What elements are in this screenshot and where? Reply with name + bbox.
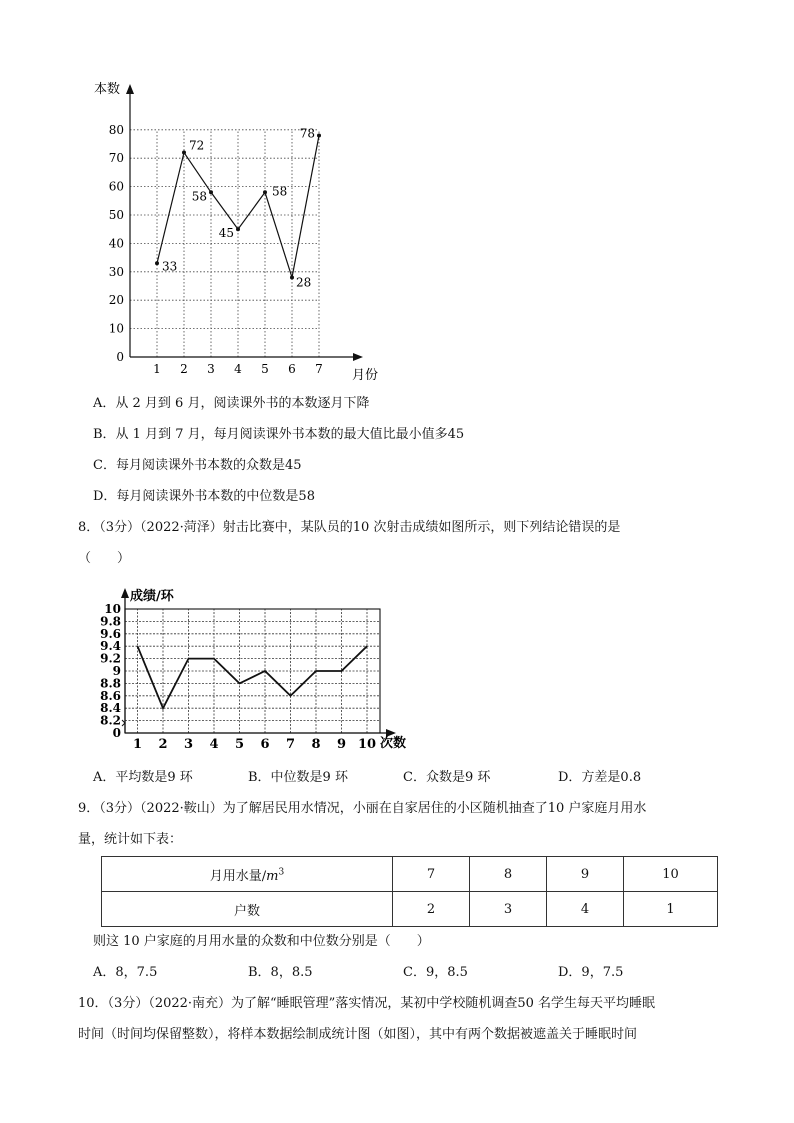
- table-cell: 2: [393, 892, 470, 927]
- table-cell: 10: [624, 857, 718, 892]
- y-tick-label: 9.2: [100, 651, 121, 666]
- chart2-y-tick-labels: [100, 602, 121, 740]
- chart1-x-axis-title: 月份: [352, 368, 379, 383]
- q8-answer-paren: （ ）: [78, 551, 131, 566]
- data-point: [290, 275, 294, 279]
- x-axis-arrow: [353, 353, 363, 361]
- chart2-series: [138, 646, 368, 708]
- y-tick-label: 9.6: [100, 626, 121, 641]
- chart1-y-tick-labels: [109, 123, 124, 364]
- row-header-households: 户数: [102, 892, 393, 927]
- data-label: 78: [299, 126, 315, 141]
- data-label: 58: [191, 189, 207, 204]
- table-cell: 3: [470, 892, 547, 927]
- q9-option-b: B．8，8.5: [248, 965, 313, 980]
- q7-option-b: B．从 1 月到 7 月，每月阅读课外书本数的最大值比最小值多45: [93, 427, 465, 442]
- y-tick-label: 70: [108, 151, 124, 166]
- q8-option-d: D．方差是0.8: [558, 770, 642, 785]
- y-tick-label: 9: [112, 664, 121, 678]
- table-cell: 9: [547, 857, 624, 892]
- x-tick-label: 4: [234, 362, 242, 376]
- x-tick-label: 5: [234, 737, 245, 752]
- series-line: [138, 646, 368, 708]
- x-tick-label: 6: [288, 362, 296, 376]
- table-cell: 7: [393, 857, 470, 892]
- data-point: [182, 151, 186, 155]
- x-tick-label: 2: [180, 362, 188, 376]
- chart1-axes: [126, 84, 363, 361]
- chart1-grid: [130, 130, 319, 357]
- data-point: [209, 190, 213, 194]
- y-tick-label: 60: [108, 179, 124, 194]
- q7-option-d: D．每月阅读课外书本数的中位数是58: [93, 489, 315, 504]
- x-tick-label: 1: [132, 737, 143, 752]
- x-tick-label: 6: [260, 737, 270, 752]
- data-point: [155, 261, 159, 265]
- data-point: [236, 227, 240, 231]
- x-tick-label: 7: [315, 362, 323, 376]
- y-tick-label: 80: [108, 122, 124, 137]
- data-label: 72: [189, 138, 205, 153]
- y-tick-label: 40: [108, 236, 124, 251]
- q10-stem-line2: 时间（时间均保留整数），将样本数据绘制成统计图（如图），其中有两个数据被遮盖关于睡眠时间: [78, 1027, 638, 1042]
- y-tick-label: 30: [108, 264, 124, 279]
- shooting-score-chart: [0, 580, 420, 755]
- y-tick-label: 10: [104, 602, 121, 616]
- table-cell: 1: [624, 892, 718, 927]
- q9-option-a: A．8，7.5: [93, 965, 158, 980]
- q7-option-a: A．从 2 月到 6 月，阅读课外书的本数逐月下降: [93, 396, 370, 411]
- x-tick-label: 3: [207, 362, 215, 376]
- y-tick-label: 50: [108, 208, 124, 222]
- x-tick-label: 10: [357, 737, 377, 752]
- x-tick-label: 4: [209, 737, 219, 752]
- y-tick-label: 10: [108, 321, 124, 336]
- y-axis-arrow: [121, 588, 129, 598]
- q9-stem-line2: 量，统计如下表：: [78, 832, 183, 847]
- y-tick-label: 0: [116, 350, 124, 364]
- y-tick-label: 8.4: [100, 701, 121, 716]
- data-label: 45: [218, 226, 234, 241]
- y-tick-label: 9.8: [100, 614, 121, 629]
- q9-question: 则这 10 户家庭的月用水量的众数和中位数分别是（ ）: [93, 934, 430, 949]
- q8-option-a: A．平均数是9 环: [93, 770, 193, 785]
- y-axis-arrow: [126, 84, 134, 94]
- y-tick-label: 20: [108, 293, 124, 308]
- chart2-y-axis-title: 成绩/环: [130, 589, 174, 604]
- chart1-y-axis-title: 本数: [94, 82, 121, 97]
- table-cell: 8: [470, 857, 547, 892]
- y-tick-label: 9.4: [100, 639, 121, 654]
- x-tick-label: 3: [183, 737, 194, 752]
- q9-stem-line1: 9．（3分）（2022·鞍山）为了解居民用水情况，小丽在自家居住的小区随机抽查了10 户家庭月用水: [78, 801, 647, 816]
- row-header-usage: 月用水量$/m^3$: [102, 857, 393, 892]
- data-label: 28: [296, 275, 312, 290]
- x-tick-label: 9: [336, 737, 347, 752]
- q9-option-c: C．9，8.5: [403, 965, 468, 980]
- q10-stem-line1: 10．（3分）（2022·南充）为了解“睡眠管理”落实情况，某初中学校随机调查50 名学生每天平均睡眠: [78, 996, 655, 1011]
- chart2-x-tick-labels: [133, 737, 376, 752]
- data-point: [263, 190, 267, 194]
- q8-option-b: B．中位数是9 环: [248, 770, 348, 785]
- table-cell: 4: [547, 892, 624, 927]
- q7-option-c: C．每月阅读课外书本数的众数是45: [93, 458, 302, 473]
- x-tick-label: 5: [261, 362, 269, 376]
- x-tick-label: 2: [158, 737, 168, 752]
- x-tick-label: 1: [153, 362, 161, 376]
- y-tick-label: 8.2: [100, 713, 121, 728]
- table-row: [102, 892, 718, 927]
- data-label: 33: [162, 259, 178, 274]
- q8-stem: 8．（3分）（2022·菏泽）射击比赛中，某队员的10 次射击成绩如图所示，则下列结论错误的是: [78, 520, 621, 535]
- y-tick-label: 8.6: [100, 688, 121, 703]
- reading-line-chart: [0, 0, 400, 395]
- table-row: [102, 857, 718, 892]
- y-tick-label: 8.8: [100, 676, 121, 691]
- x-tick-label: 8: [311, 737, 321, 752]
- chart2-x-axis-title: 次数: [380, 736, 407, 751]
- chart2-axes: [121, 588, 396, 737]
- chart1-x-tick-labels: [153, 362, 323, 376]
- y-tick-label: 0: [112, 726, 121, 740]
- q8-option-c: C．众数是9 环: [403, 770, 491, 785]
- x-tick-label: 7: [285, 737, 296, 752]
- q9-option-d: D．9，7.5: [558, 965, 624, 980]
- data-point: [317, 133, 321, 137]
- water-usage-table: [101, 856, 718, 927]
- data-label: 58: [272, 184, 288, 199]
